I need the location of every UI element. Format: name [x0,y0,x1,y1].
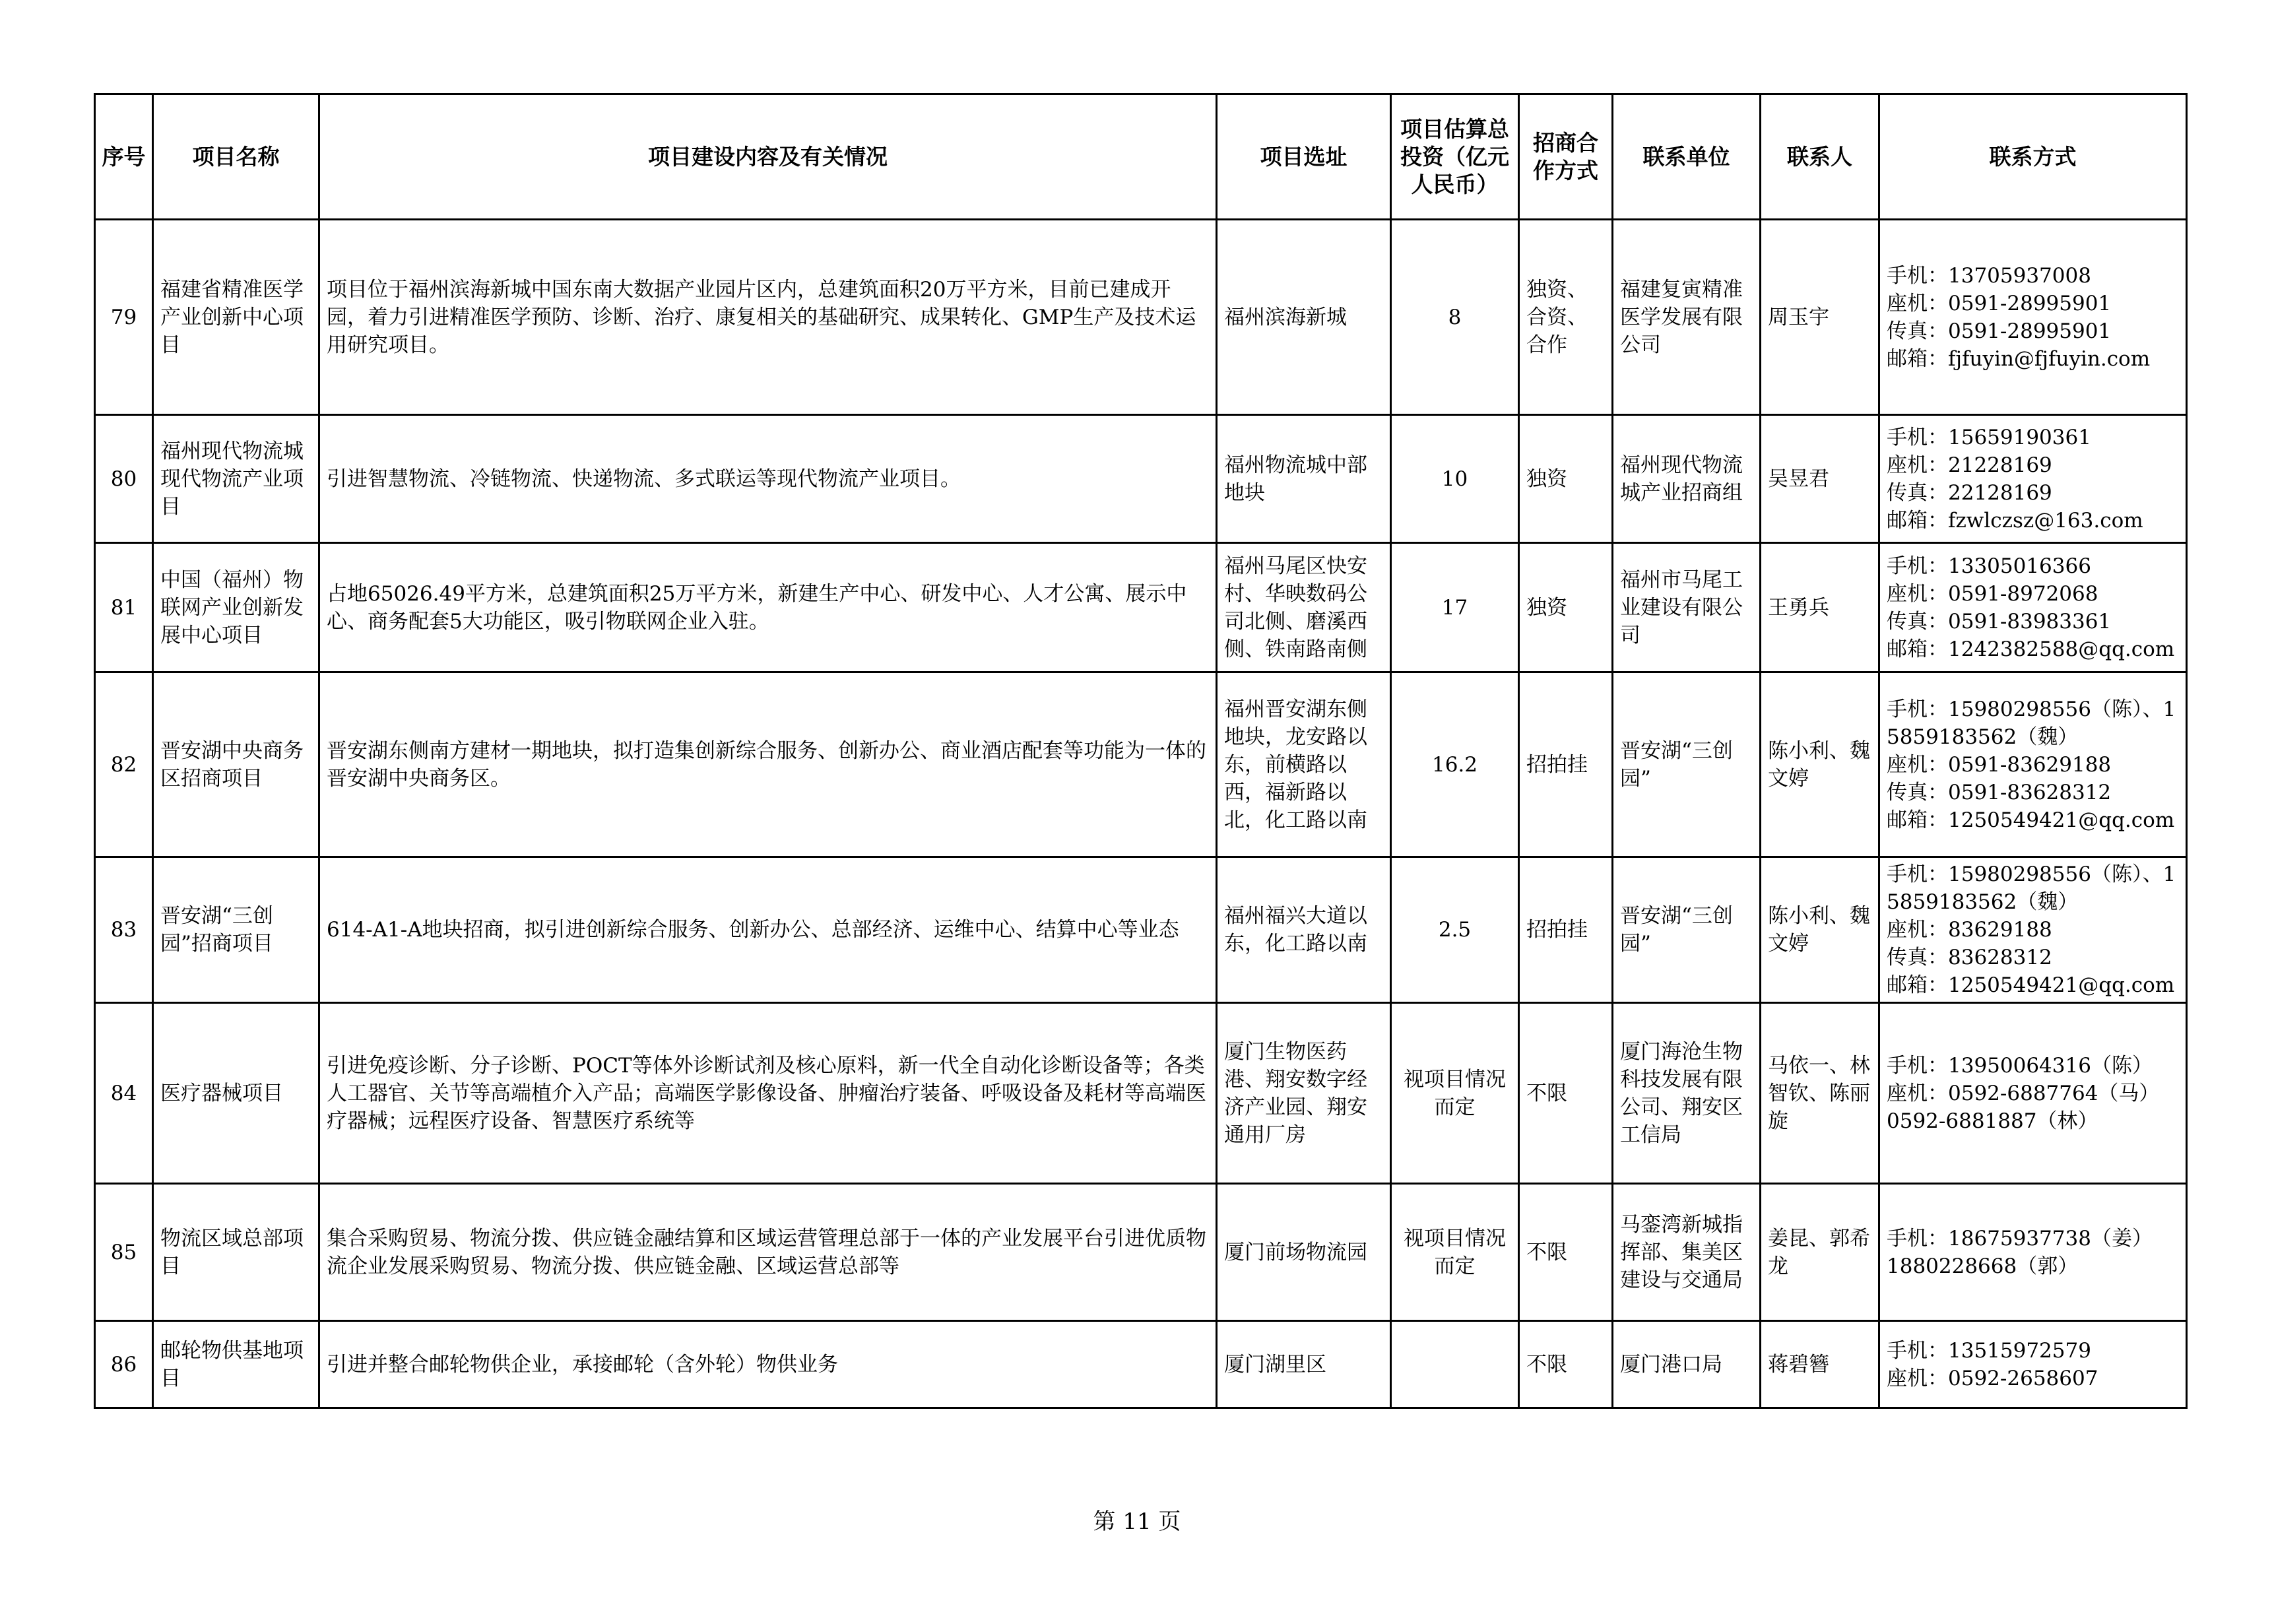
cell-mode: 不限 [1519,1184,1613,1321]
contact-line: 邮箱：fzwlczsz@163.com [1887,508,2143,533]
cell-mode: 不限 [1519,1321,1613,1408]
cell-site: 福州晋安湖东侧地块，龙安路以东，前横路以西，福新路以北，化工路以南 [1217,672,1391,857]
cell-site: 福州物流城中部地块 [1217,415,1391,543]
cell-content: 晋安湖东侧南方建材一期地块，拟打造集创新综合服务、创新办公、商业酒店配套等功能为一体的晋安湖中央商务区。 [319,672,1217,857]
cell-person: 王勇兵 [1761,543,1879,672]
cell-content: 614-A1-A地块招商，拟引进创新综合服务、创新办公、总部经济、运维中心、结算中心等业态 [319,857,1217,1003]
cell-investment: 17 [1391,543,1519,672]
header-row [95,94,2187,220]
cell-content: 占地65026.49平方米，总建筑面积25万平方米，新建生产中心、研发中心、人才公寓、展示中心、商务配套5大功能区，吸引物联网企业入驻。 [319,543,1217,672]
cell-site: 福州滨海新城 [1217,220,1391,415]
contact-line: 手机：15659190361 [1887,425,2091,449]
contact-line: 传真：83628312 [1887,946,2052,969]
cell-mode: 独资 [1519,543,1613,672]
cell-content: 引进免疫诊断、分子诊断、POCT等体外诊断试剂及核心原料，新一代全自动化诊断设备等；各类人工器官、关节等高端植介入产品；高端医学影像设备、肿瘤治疗装备、呼吸设备及耗材等高端医疗器械；远程医疗设备、智慧医疗系统等 [319,1003,1217,1184]
cell-unit: 福州市马尾工业建设有限公司 [1613,543,1761,672]
cell-unit: 福州现代物流城产业招商组 [1613,415,1761,543]
cell-no: 84 [95,1003,153,1184]
cell-person: 马依一、林智钦、陈丽旋 [1761,1003,1879,1184]
cell-unit: 厦门港口局 [1613,1321,1761,1408]
cell-mode: 独资 [1519,415,1613,543]
table-row [95,1321,2187,1408]
cell-mode: 招拍挂 [1519,672,1613,857]
contact-line: 座机：0592-2658607 [1887,1366,2098,1390]
table-row [95,543,2187,672]
table-row [95,1184,2187,1321]
cell-contact [1879,220,2187,415]
cell-name: 晋安湖中央商务区招商项目 [153,672,319,857]
contact-line: 座机：0591-28995901 [1887,291,2112,315]
cell-name: 福建省精准医学产业创新中心项目 [153,220,319,415]
table-body [95,220,2187,1408]
cell-unit: 福建复寅精准医学发展有限公司 [1613,220,1761,415]
contact-line: 座机：0592-6887764（马） [1887,1081,2160,1105]
cell-mode: 独资、合资、合作 [1519,220,1613,415]
contact-line: 座机：21228169 [1887,453,2052,477]
table-row [95,857,2187,1003]
cell-investment: 8 [1391,220,1519,415]
contact-line: 传真：0591-83628312 [1887,780,2112,804]
cell-content: 引进智慧物流、冷链物流、快递物流、多式联运等现代物流产业项目。 [319,415,1217,543]
contact-line: 手机：13515972579 [1887,1338,2091,1363]
contact-line: 手机：18675937738（姜） [1887,1226,2153,1250]
header-mode: 招商合作方式 [1519,94,1613,220]
contact-line: 手机：13305016366 [1887,554,2091,578]
header-name: 项目名称 [153,94,319,220]
contact-line: 传真：0591-83983361 [1887,609,2112,633]
cell-name: 晋安湖“三创园”招商项目 [153,857,319,1003]
cell-site: 福州马尾区快安村、华映数码公司北侧、磨溪西侧、铁南路南侧 [1217,543,1391,672]
cell-unit: 晋安湖“三创园” [1613,672,1761,857]
page-number: 第 11 页 [1093,1509,1181,1535]
cell-content: 项目位于福州滨海新城中国东南大数据产业园片区内，总建筑面积20万平方米，目前已建成开园，着力引进精准医学预防、诊断、治疗、康复相关的基础研究、成果转化、GMP生产及技术运用研究项目。 [319,220,1217,415]
table-row [95,415,2187,543]
header-investment: 项目估算总投资（亿元人民币） [1391,94,1519,220]
header-site: 项目选址 [1217,94,1391,220]
cell-contact [1879,672,2187,857]
cell-no: 79 [95,220,153,415]
cell-investment: 视项目情况而定 [1391,1184,1519,1321]
contact-line: 手机：13705937008 [1887,263,2091,288]
contact-line: 邮箱：1250549421@qq.com [1887,973,2175,997]
cell-content: 集合采购贸易、物流分拨、供应链金融结算和区域运营管理总部于一体的产业发展平台引进优质物流企业发展采购贸易、物流分拨、供应链金融、区域运营总部等 [319,1184,1217,1321]
cell-investment: 视项目情况而定 [1391,1003,1519,1184]
cell-contact [1879,1321,2187,1408]
contact-line: 座机：0591-83629188 [1887,752,2112,777]
cell-no: 80 [95,415,153,543]
cell-investment [1391,1321,1519,1408]
contact-line: 邮箱：fjfuyin@fjfuyin.com [1887,346,2151,371]
cell-site: 厦门湖里区 [1217,1321,1391,1408]
cell-investment: 10 [1391,415,1519,543]
cell-no: 82 [95,672,153,857]
contact-line: 手机：15980298556（陈）、15859183562（魏） [1887,862,2176,914]
cell-person: 姜昆、郭希龙 [1761,1184,1879,1321]
cell-no: 86 [95,1321,153,1408]
contact-line: 座机：0591-8972068 [1887,581,2098,606]
contact-line: 座机：83629188 [1887,918,2052,942]
contact-line: 手机：13950064316（陈） [1887,1053,2153,1078]
cell-investment: 16.2 [1391,672,1519,857]
contact-line: 邮箱：1242382588@qq.com [1887,637,2175,661]
cell-person: 蒋碧簪 [1761,1321,1879,1408]
cell-name: 福州现代物流城现代物流产业项目 [153,415,319,543]
contact-line: 0592-6881887（林） [1887,1109,2098,1133]
cell-person: 周玉宇 [1761,220,1879,415]
cell-unit: 晋安湖“三创园” [1613,857,1761,1003]
cell-investment: 2.5 [1391,857,1519,1003]
project-table [94,93,2188,1409]
cell-name: 邮轮物供基地项目 [153,1321,319,1408]
cell-no: 81 [95,543,153,672]
cell-contact [1879,1184,2187,1321]
header-content: 项目建设内容及有关情况 [319,94,1217,220]
table-row [95,672,2187,857]
table-row [95,1003,2187,1184]
contact-line: 手机：15980298556（陈）、15859183562（魏） [1887,697,2176,749]
cell-no: 85 [95,1184,153,1321]
cell-contact [1879,543,2187,672]
cell-unit: 马銮湾新城指挥部、集美区建设与交通局 [1613,1184,1761,1321]
contact-line: 传真：0591-28995901 [1887,319,2112,343]
cell-unit: 厦门海沧生物科技发展有限公司、翔安区工信局 [1613,1003,1761,1184]
header-person: 联系人 [1761,94,1879,220]
cell-person: 吴昱君 [1761,415,1879,543]
contact-line: 邮箱：1250549421@qq.com [1887,808,2175,832]
table-row [95,220,2187,415]
contact-line: 传真：22128169 [1887,480,2052,505]
header-contact: 联系方式 [1879,94,2187,220]
cell-content: 引进并整合邮轮物供企业，承接邮轮（含外轮）物供业务 [319,1321,1217,1408]
cell-site: 福州福兴大道以东，化工路以南 [1217,857,1391,1003]
cell-site: 厦门生物医药港、翔安数字经济产业园、翔安通用厂房 [1217,1003,1391,1184]
cell-name: 医疗器械项目 [153,1003,319,1184]
cell-no: 83 [95,857,153,1003]
cell-contact [1879,415,2187,543]
header-no: 序号 [95,94,153,220]
cell-mode: 招拍挂 [1519,857,1613,1003]
contact-line: 1880228668（郭） [1887,1254,2079,1278]
cell-contact [1879,1003,2187,1184]
cell-site: 厦门前场物流园 [1217,1184,1391,1321]
cell-contact [1879,857,2187,1003]
cell-person: 陈小利、魏文婷 [1761,672,1879,857]
cell-name: 物流区域总部项目 [153,1184,319,1321]
cell-mode: 不限 [1519,1003,1613,1184]
cell-name: 中国（福州）物联网产业创新发展中心项目 [153,543,319,672]
header-unit: 联系单位 [1613,94,1761,220]
cell-person: 陈小利、魏文婷 [1761,857,1879,1003]
